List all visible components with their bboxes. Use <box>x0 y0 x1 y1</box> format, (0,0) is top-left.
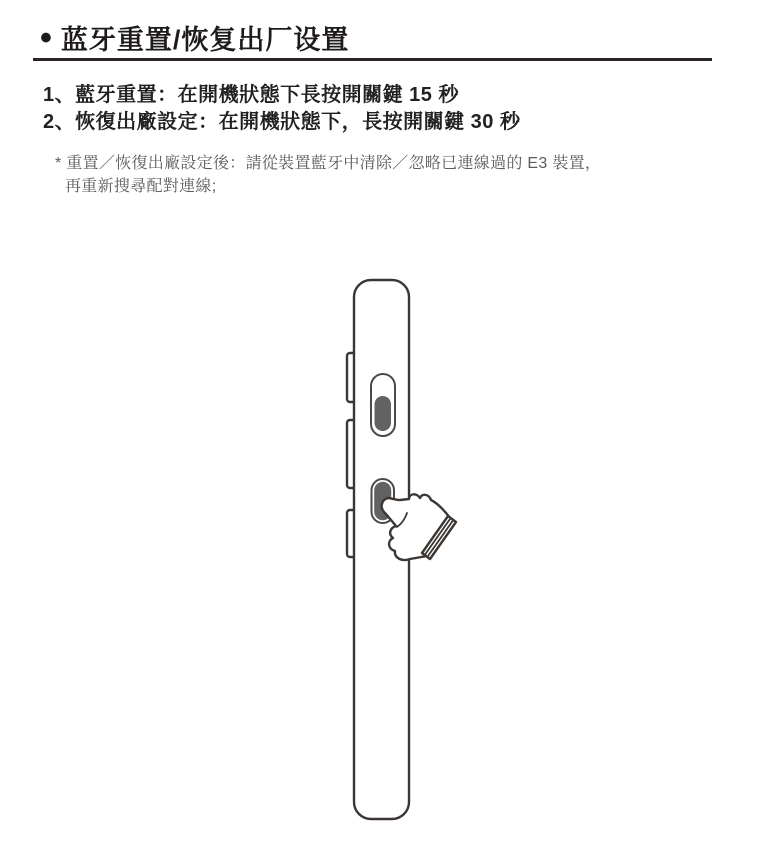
page-title <box>40 18 349 57</box>
footnote <box>55 152 601 198</box>
instruction-step-2: 2、恢復出廠設定：在開機狀態下，長按開關鍵 30 秒 <box>43 111 521 133</box>
footnote-line-2: 再重新搜尋配對連線; <box>65 178 217 195</box>
title-divider <box>33 58 712 61</box>
bullet-icon: • <box>40 18 52 57</box>
instruction-step-1: 1、藍牙重置：在開機狀態下長按開關鍵 15 秒 <box>43 84 459 106</box>
footnote-line-1: * 重置／恢復出廠設定後：請從裝置藍牙中清除／忽略已連線過的 E3 裝置， <box>55 155 602 172</box>
device-illustration <box>330 270 530 840</box>
instruction-list <box>43 82 520 136</box>
page-title-text: 蓝牙重置/恢复出厂设置 <box>60 25 350 55</box>
slider-switch-knob <box>375 396 392 431</box>
